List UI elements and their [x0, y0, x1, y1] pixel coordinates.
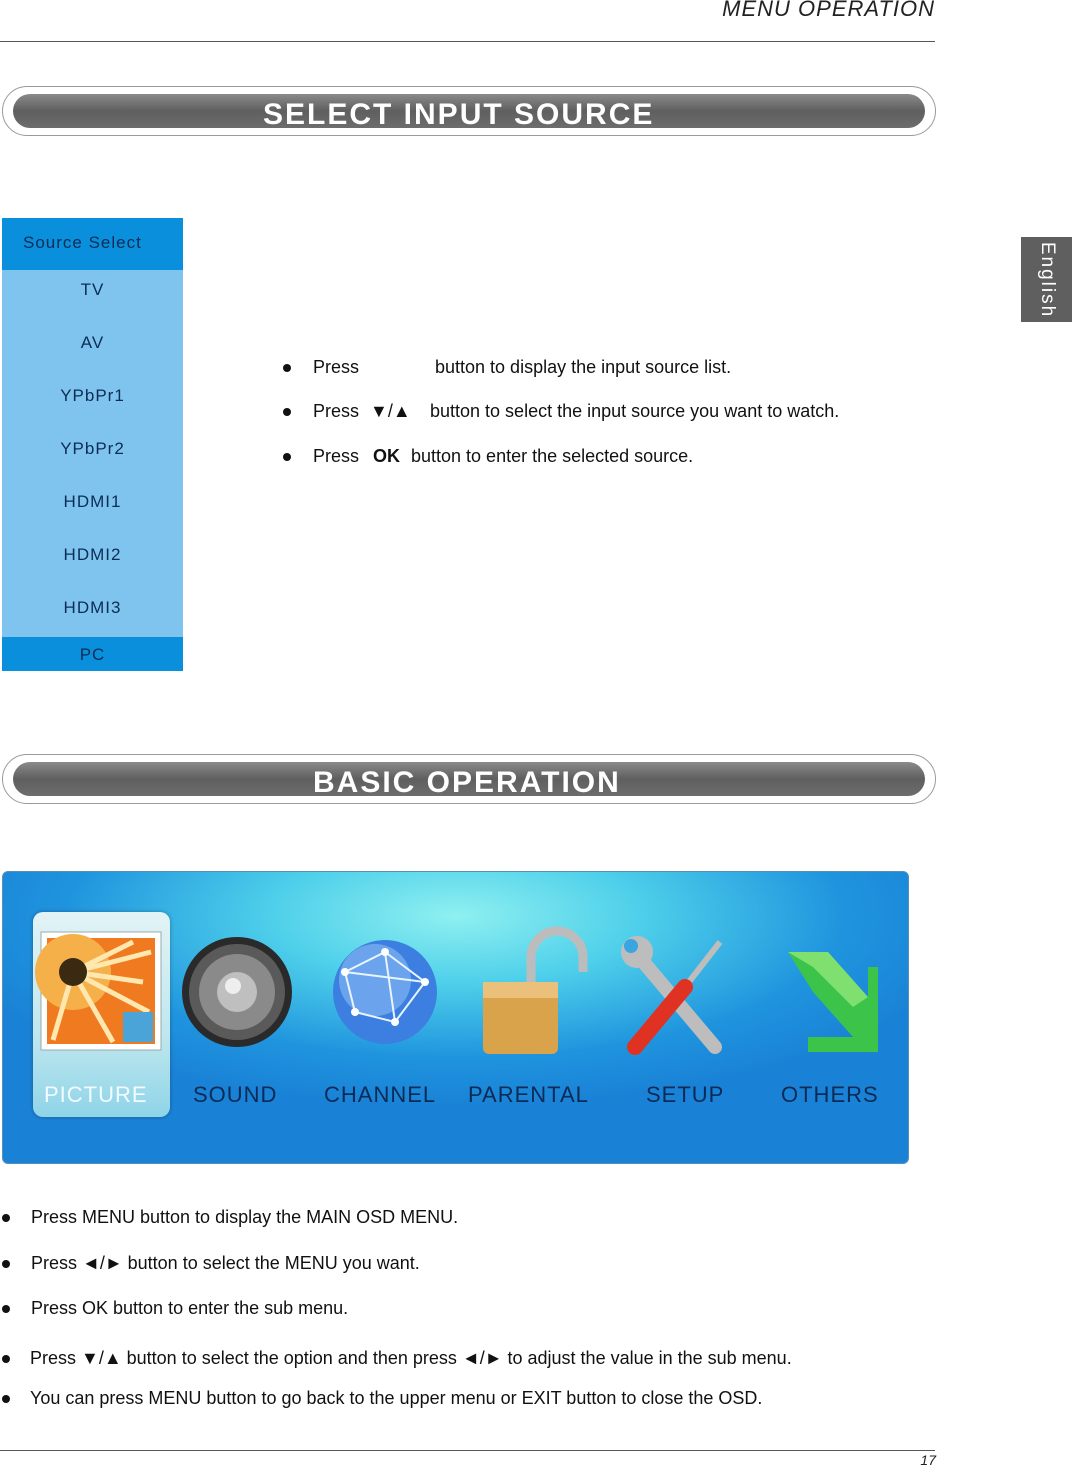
header-rule [0, 41, 935, 42]
source-item-ypbpr2[interactable]: YPbPr2 [60, 439, 125, 458]
menu-item-sound[interactable] [179, 912, 319, 1062]
menu-label-picture[interactable]: PICTURE [44, 1082, 148, 1107]
footer-rule [0, 1450, 935, 1451]
source-instruction-1: Press button to display the input source list. [283, 357, 933, 381]
source-select-title: Source Select [23, 233, 142, 252]
menu-item-parental[interactable] [473, 912, 613, 1062]
basic-instruction: Press ◄/► button to select the MENU you want. [2, 1253, 932, 1277]
source-item-av[interactable]: AV [80, 333, 105, 352]
bullet-icon [2, 1214, 10, 1222]
source-item-hdmi2[interactable]: HDMI2 [63, 545, 122, 564]
menu-item-channel[interactable] [325, 912, 465, 1062]
page-number: 17 [920, 1452, 936, 1468]
basic-instruction: Press MENU button to display the MAIN OSD MENU. [2, 1207, 932, 1231]
basic-instruction: Press OK button to enter the sub menu. [2, 1298, 932, 1322]
speaker-icon [179, 912, 299, 1062]
bullet-icon [283, 453, 291, 461]
bullet-icon [2, 1355, 10, 1363]
arrow-icon [768, 912, 888, 1062]
source-item-pc[interactable]: PC [79, 645, 106, 664]
language-tab-label: English [1036, 241, 1058, 318]
bullet-icon [2, 1395, 10, 1403]
menu-label-parental[interactable]: PARENTAL [468, 1082, 589, 1107]
basic-instruction: You can press MENU button to go back to the upper menu or EXIT button to close the OSD. [2, 1388, 932, 1412]
menu-item-others[interactable] [768, 912, 908, 1062]
menu-label-others[interactable]: OTHERS [781, 1082, 879, 1107]
source-instruction-2: Press ▼/▲ button to select the input source you want to watch. [283, 401, 933, 425]
page-header-title: MENU OPERATION [722, 0, 935, 21]
source-instruction-3: Press OK button to enter the selected source. [283, 446, 933, 470]
menu-label-channel[interactable]: CHANNEL [324, 1082, 437, 1107]
picture-icon [33, 912, 170, 1062]
section-title: BASIC OPERATION [313, 766, 621, 799]
bullet-icon [2, 1260, 10, 1268]
section-title-bar [2, 86, 936, 136]
menu-label-sound[interactable]: SOUND [193, 1082, 278, 1107]
bullet-icon [283, 364, 291, 372]
source-item-hdmi1[interactable]: HDMI1 [63, 492, 122, 511]
language-tab [1021, 237, 1072, 322]
bullet-icon [283, 408, 291, 416]
menu-item-picture[interactable] [33, 912, 173, 1062]
source-item-hdmi3[interactable]: HDMI3 [63, 598, 122, 617]
main-osd-menu [2, 871, 909, 1164]
source-item-ypbpr1[interactable]: YPbPr1 [60, 386, 125, 405]
section-title: SELECT INPUT SOURCE [263, 98, 655, 131]
padlock-icon [473, 912, 593, 1062]
section-title-bar [2, 754, 936, 804]
bullet-icon [2, 1305, 10, 1313]
globe-icon [325, 912, 445, 1062]
source-select-panel [2, 218, 183, 671]
menu-item-setup[interactable] [615, 912, 755, 1062]
tools-icon [615, 912, 735, 1062]
source-select-header [2, 218, 183, 270]
source-item-tv[interactable]: TV [80, 280, 105, 299]
down-up-arrow-icon: ▼/▲ [370, 401, 411, 421]
basic-instruction: Press ▼/▲ button to select the option and then press ◄/► to adjust the value in the sub menu. [2, 1348, 942, 1372]
menu-label-setup[interactable]: SETUP [646, 1082, 725, 1107]
